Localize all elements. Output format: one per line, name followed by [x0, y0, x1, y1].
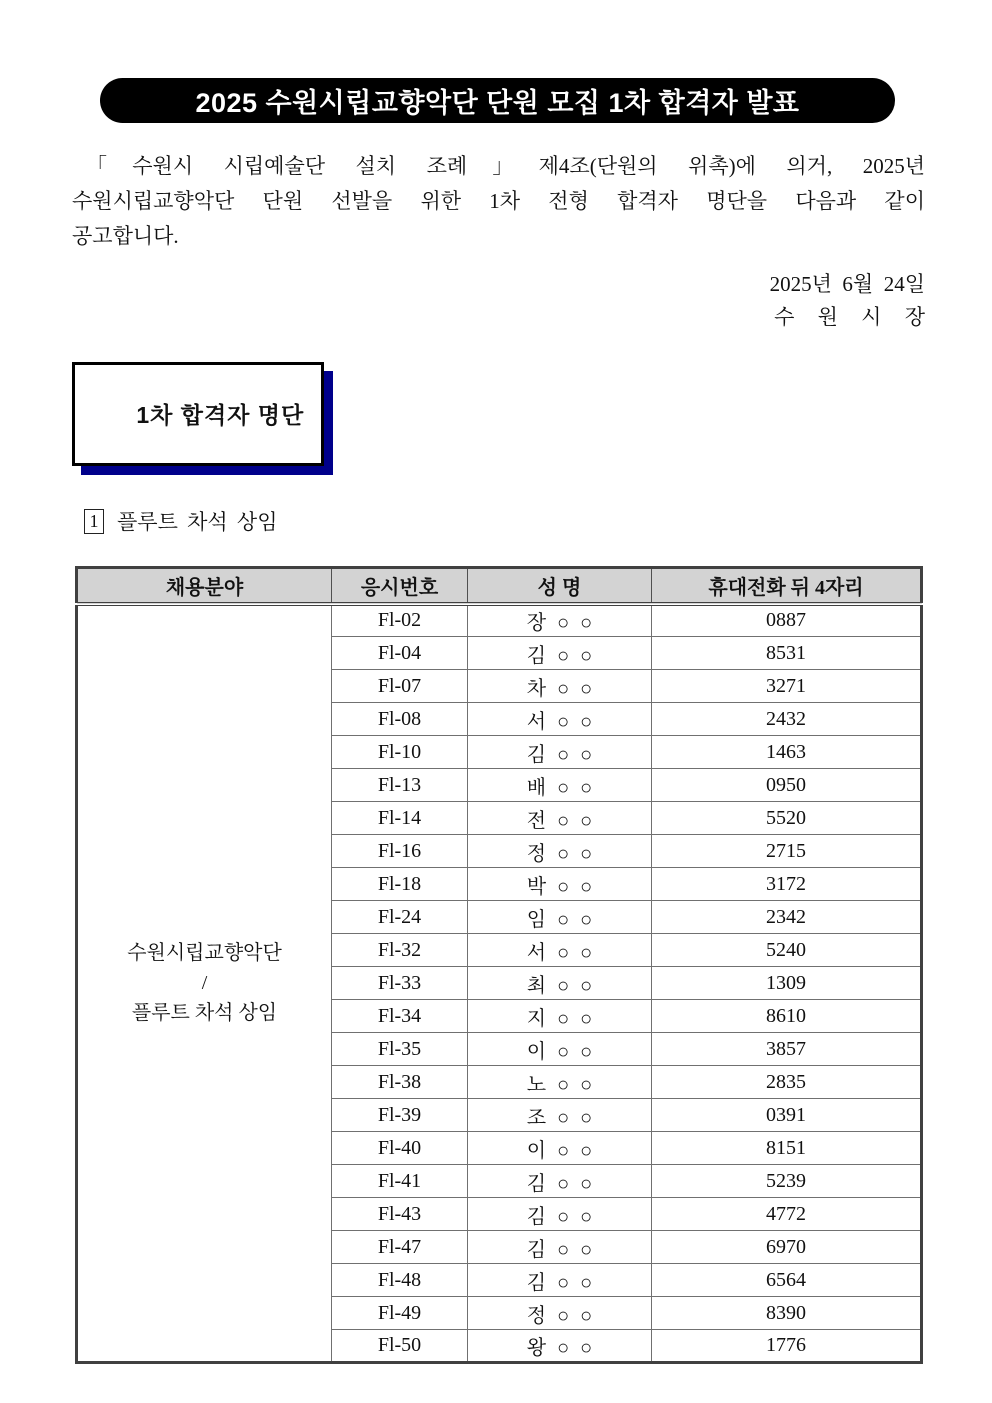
- table-cell-phone: 0887: [652, 604, 922, 637]
- announcement-date: 2025년 6월 24일: [769, 272, 925, 296]
- page-title: 2025 수원시립교향악단 단원 모집 1차 합격자 발표: [195, 88, 800, 118]
- table-cell-phone: 8610: [652, 1000, 922, 1033]
- table-cell-phone: 2342: [652, 901, 922, 934]
- signature-mayor: 수 원 시 장: [774, 305, 925, 329]
- table-cell-no: Fl-16: [332, 835, 468, 868]
- table-cell-phone: 0950: [652, 769, 922, 802]
- table-cell-name: 배 ○ ○: [468, 769, 652, 802]
- table-cell-no: Fl-33: [332, 967, 468, 1000]
- table-cell-phone: 0391: [652, 1099, 922, 1132]
- table-cell-name: 이 ○ ○: [468, 1132, 652, 1165]
- header-category: 채용분야: [77, 568, 332, 604]
- table-cell-phone: 1463: [652, 736, 922, 769]
- position-list-item: [84, 506, 992, 536]
- table-cell-phone: 5239: [652, 1165, 922, 1198]
- table-cell-phone: 1776: [652, 1330, 922, 1363]
- table-cell-phone: 1309: [652, 967, 922, 1000]
- table-cell-name: 김 ○ ○: [468, 736, 652, 769]
- table-cell-no: Fl-50: [332, 1330, 468, 1363]
- results-table-body: [77, 604, 922, 1363]
- boxed-number-icon: 1: [84, 509, 104, 534]
- table-cell-name: 장 ○ ○: [468, 604, 652, 637]
- intro-line-3: 공고합니다.: [72, 224, 179, 248]
- table-cell-name: 이 ○ ○: [468, 1033, 652, 1066]
- table-cell-no: Fl-47: [332, 1231, 468, 1264]
- intro-line-1: 「수원시 시립예술단 설치 조례」제4조(단원의 위촉)에 의거, 2025년: [86, 154, 925, 178]
- intro-paragraph: [72, 149, 925, 254]
- table-cell-no: Fl-32: [332, 934, 468, 967]
- header-phone-last4: 휴대전화 뒤 4자리: [652, 568, 922, 604]
- table-cell-no: Fl-18: [332, 868, 468, 901]
- table-cell-no: Fl-38: [332, 1066, 468, 1099]
- table-cell-no: Fl-43: [332, 1198, 468, 1231]
- table-cell-no: Fl-08: [332, 703, 468, 736]
- table-cell-no: Fl-49: [332, 1297, 468, 1330]
- table-cell-no: Fl-39: [332, 1099, 468, 1132]
- table-cell-name: 정 ○ ○: [468, 1297, 652, 1330]
- table-cell-no: Fl-13: [332, 769, 468, 802]
- table-cell-no: Fl-04: [332, 637, 468, 670]
- table-cell-no: Fl-14: [332, 802, 468, 835]
- table-cell-no: Fl-24: [332, 901, 468, 934]
- table-cell-name: 박 ○ ○: [468, 868, 652, 901]
- table-cell-no: Fl-07: [332, 670, 468, 703]
- table-cell-name: 차 ○ ○: [468, 670, 652, 703]
- category-line: 플루트 차석 상임: [131, 1002, 278, 1025]
- table-cell-phone: 6564: [652, 1264, 922, 1297]
- table-cell-phone: 3271: [652, 670, 922, 703]
- table-cell-no: Fl-48: [332, 1264, 468, 1297]
- category-line: 수원시립교향악단: [127, 942, 282, 965]
- table-cell-phone: 3172: [652, 868, 922, 901]
- date-signature-block: [0, 268, 992, 334]
- table-cell-phone: 2835: [652, 1066, 922, 1099]
- table-cell-name: 김 ○ ○: [468, 1165, 652, 1198]
- table-cell-phone: 2432: [652, 703, 922, 736]
- table-cell-phone: 3857: [652, 1033, 922, 1066]
- table-cell-name: 정 ○ ○: [468, 835, 652, 868]
- table-cell-name: 서 ○ ○: [468, 703, 652, 736]
- category-cell: [77, 604, 332, 1363]
- table-cell-name: 임 ○ ○: [468, 901, 652, 934]
- table-cell-name: 노 ○ ○: [468, 1066, 652, 1099]
- table-cell-phone: 2715: [652, 835, 922, 868]
- table-cell-phone: 6970: [652, 1231, 922, 1264]
- header-applicant-number: 응시번호: [332, 568, 468, 604]
- category-line: /: [201, 972, 208, 995]
- table-cell-phone: 8151: [652, 1132, 922, 1165]
- table-cell-name: 김 ○ ○: [468, 1231, 652, 1264]
- table-cell-name: 최 ○ ○: [468, 967, 652, 1000]
- table-cell-no: Fl-35: [332, 1033, 468, 1066]
- table-cell-phone: 8531: [652, 637, 922, 670]
- title-banner: [100, 78, 895, 123]
- table-cell-name: 김 ○ ○: [468, 1198, 652, 1231]
- table-cell-name: 조 ○ ○: [468, 1099, 652, 1132]
- table-cell-name: 지 ○ ○: [468, 1000, 652, 1033]
- table-cell-name: 서 ○ ○: [468, 934, 652, 967]
- table-cell-name: 김 ○ ○: [468, 1264, 652, 1297]
- table-cell-name: 김 ○ ○: [468, 637, 652, 670]
- table-cell-no: Fl-34: [332, 1000, 468, 1033]
- section-title: 1차 합격자 명단: [136, 402, 305, 428]
- table-cell-phone: 8390: [652, 1297, 922, 1330]
- section-header: [72, 362, 324, 466]
- table-cell-phone: 5520: [652, 802, 922, 835]
- table-cell-name: 왕 ○ ○: [468, 1330, 652, 1363]
- table-cell-phone: 4772: [652, 1198, 922, 1231]
- table-row: [77, 604, 922, 637]
- table-cell-phone: 5240: [652, 934, 922, 967]
- table-cell-no: Fl-41: [332, 1165, 468, 1198]
- header-name: 성 명: [468, 568, 652, 604]
- table-cell-no: Fl-02: [332, 604, 468, 637]
- intro-line-2: 수원시립교향악단 단원 선발을 위한 1차 전형 합격자 명단을 다음과 같이: [72, 189, 925, 213]
- table-cell-name: 전 ○ ○: [468, 802, 652, 835]
- table-cell-no: Fl-40: [332, 1132, 468, 1165]
- results-table: [75, 566, 923, 1364]
- table-header-row: [77, 568, 922, 604]
- table-cell-no: Fl-10: [332, 736, 468, 769]
- position-label: 플루트 차석 상임: [117, 510, 278, 534]
